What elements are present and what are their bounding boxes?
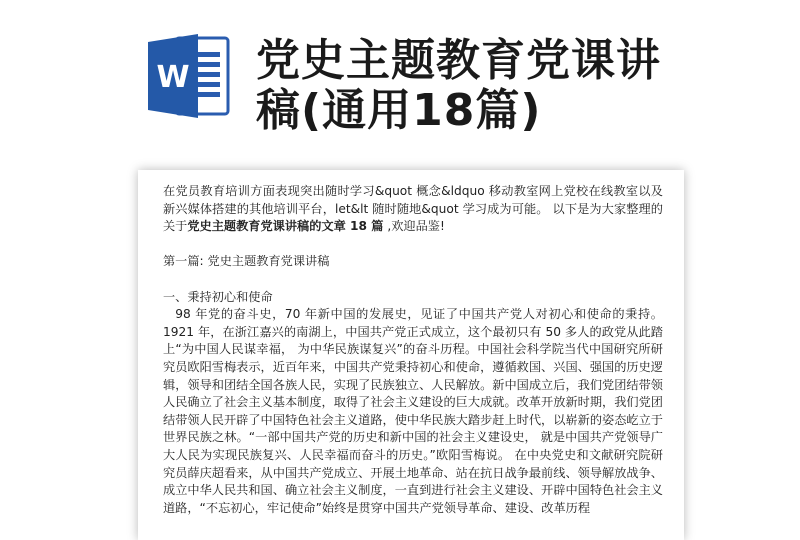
intro-text: 在党员教育培训方面表现突出随时学习&quot 概念&ldquo 移动教室网上党校在线教室以及新兴媒体搭建的其他培训平台，let&lt 随时随地&quot 学习成为可能。 以下是为大家整理的关于 bbox=[163, 184, 663, 234]
intro-paragraph bbox=[163, 183, 663, 236]
intro-bold-text: 党史主题教育党课讲稿的文章 18 篇 bbox=[187, 219, 384, 234]
page-title bbox=[256, 36, 776, 136]
chapter-title: 第一篇: 党史主题教育党课讲稿 bbox=[163, 254, 330, 269]
intro-suffix: ,欢迎品鉴! bbox=[383, 219, 445, 234]
section-heading: 一、秉持初心和使命 bbox=[163, 289, 273, 304]
body-paragraph bbox=[163, 306, 663, 517]
page-title-line1: 党史主题教育党课讲 bbox=[256, 35, 661, 86]
document-body bbox=[163, 183, 663, 517]
word-logo-letter: W bbox=[156, 60, 190, 95]
word-document-icon bbox=[146, 30, 230, 122]
header-banner bbox=[0, 0, 800, 168]
body-text: 98 年党的奋斗史，70 年新中国的发展史，见证了中国共产党人对初心和使命的秉持。1921 年，在浙江嘉兴的南湖上，中国共产党正式成立，这个最初只有 50 多人的政党从此踏上“为中国人民谋幸福， 为中华民族谋复兴”的奋斗历程。中国社会科学院当代中国研究所研究员欧阳雪梅表示，近百年来，中国共产党秉持初心和使命，遵循救国、兴国、强国的历史逻辑，领导和团结全国各族人民，实现了民族独立、人民解放。新中国成立后，我们党团结带领人民确立了社会主义基本制度，取得了社会主义建设的巨大成就。改革开放新时期，我们党团结带领人民开辟了中国特色社会主义道路，使中华民族大踏步赶上时代，以崭新的姿态屹立于世界民族之林。“一部中国共产党的历史和新中国的社会主义建设史， 就是中国共产党领导广大人民为实现民族复兴、人民幸福而奋斗的历史。”欧阳雪梅说。 在中央党史和文献研究院研究员薛庆超看来，从中国共产党成立、开展土地革命、站在抗日战争最前线、领导解放战争、成立中华人民共和国、确立社会主义制度，一直到进行社会主义建设、开辟中国特色社会主义道路，“不忘初心，牢记使命”始终是贯穿中国共产党领导革命、建设、改革历程 bbox=[163, 307, 663, 515]
page-title-line2: 稿(通用18篇) bbox=[256, 85, 542, 136]
